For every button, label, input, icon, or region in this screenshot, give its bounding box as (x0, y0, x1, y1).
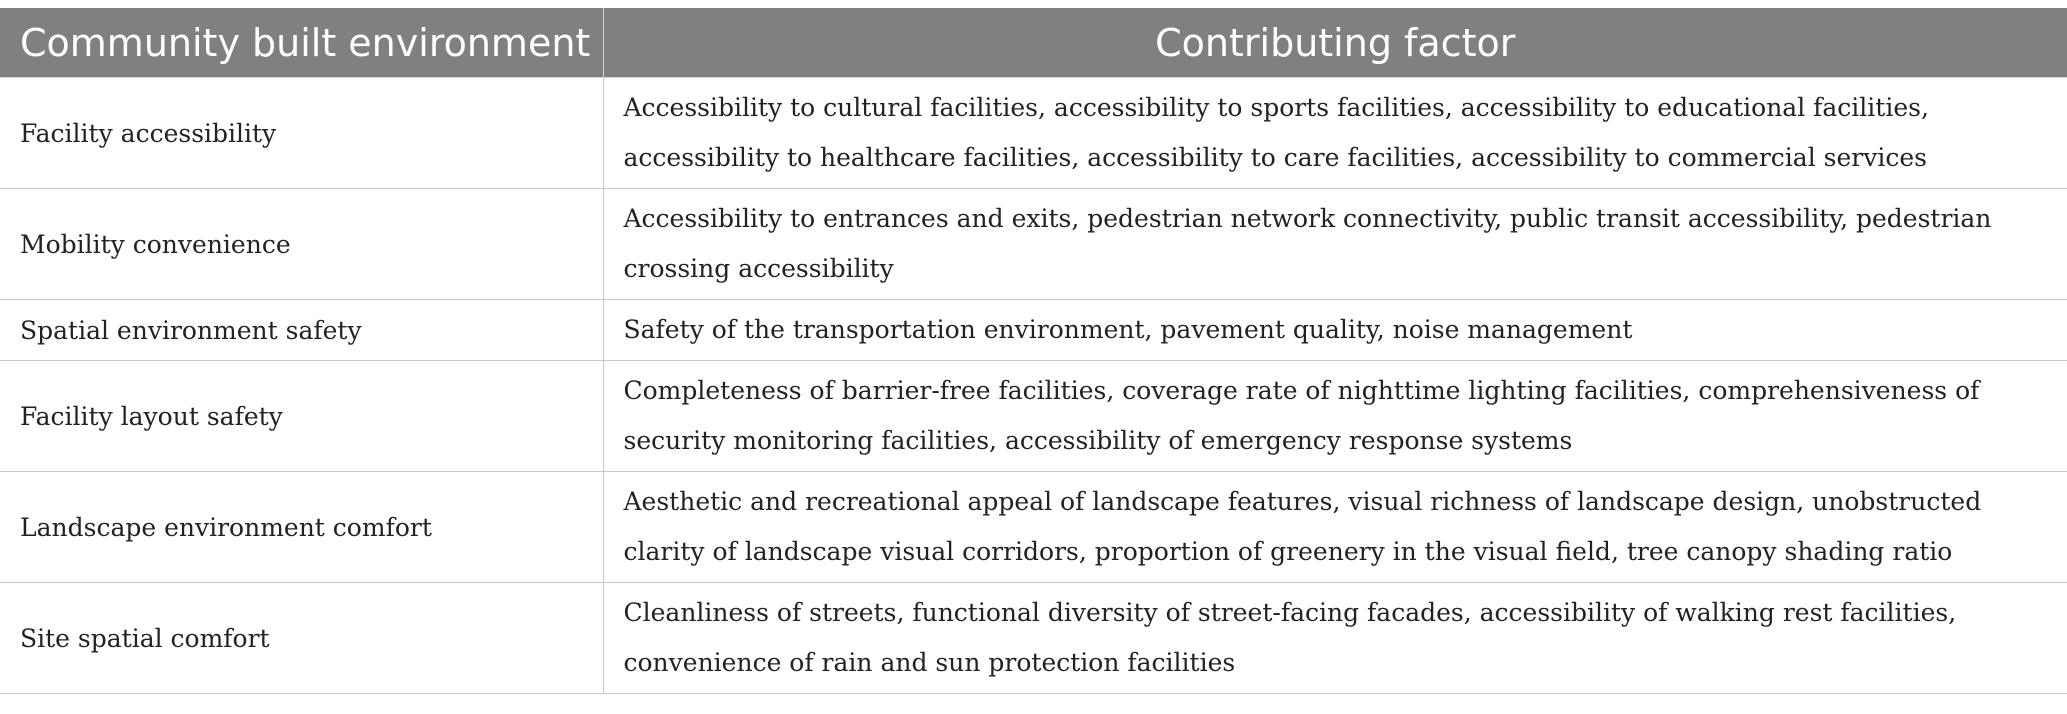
table-row (0, 189, 2067, 300)
environment-cell: Spatial environment safety (0, 300, 603, 361)
table-row (0, 300, 2067, 361)
table-row (0, 472, 2067, 583)
table-row (0, 78, 2067, 189)
header-contributing-factor: Contributing factor (603, 8, 2067, 78)
table-row (0, 361, 2067, 472)
header-row (0, 8, 2067, 78)
factor-cell: Safety of the transportation environment, pavement quality, noise management (603, 300, 2067, 361)
factor-cell: Cleanliness of streets, functional diversity of street-facing facades, accessibility of walking rest facilities, convenience of rain and sun protection facilities (603, 583, 2067, 694)
factor-table-container (0, 8, 2067, 694)
header-community-built-environment: Community built environment (0, 8, 603, 78)
factor-cell: Completeness of barrier-free facilities, coverage rate of nighttime lighting facilities, comprehensiveness of security monitoring facilities, accessibility of emergency response systems (603, 361, 2067, 472)
environment-cell: Landscape environment comfort (0, 472, 603, 583)
factor-cell: Aesthetic and recreational appeal of landscape features, visual richness of landscape design, unobstructed clarity of landscape visual corridors, proportion of greenery in the visual field, tree canopy shading ratio (603, 472, 2067, 583)
environment-cell: Mobility convenience (0, 189, 603, 300)
environment-cell: Facility accessibility (0, 78, 603, 189)
environment-cell: Facility layout safety (0, 361, 603, 472)
environment-cell: Site spatial comfort (0, 583, 603, 694)
factor-table (0, 8, 2067, 694)
table-header (0, 8, 2067, 78)
table-body (0, 78, 2067, 694)
factor-cell: Accessibility to entrances and exits, pedestrian network connectivity, public transit accessibility, pedestrian crossing accessibility (603, 189, 2067, 300)
factor-cell: Accessibility to cultural facilities, accessibility to sports facilities, accessibility to educational facilities, accessibility to healthcare facilities, accessibility to care facilities, accessibility to commercial services (603, 78, 2067, 189)
table-row (0, 583, 2067, 694)
